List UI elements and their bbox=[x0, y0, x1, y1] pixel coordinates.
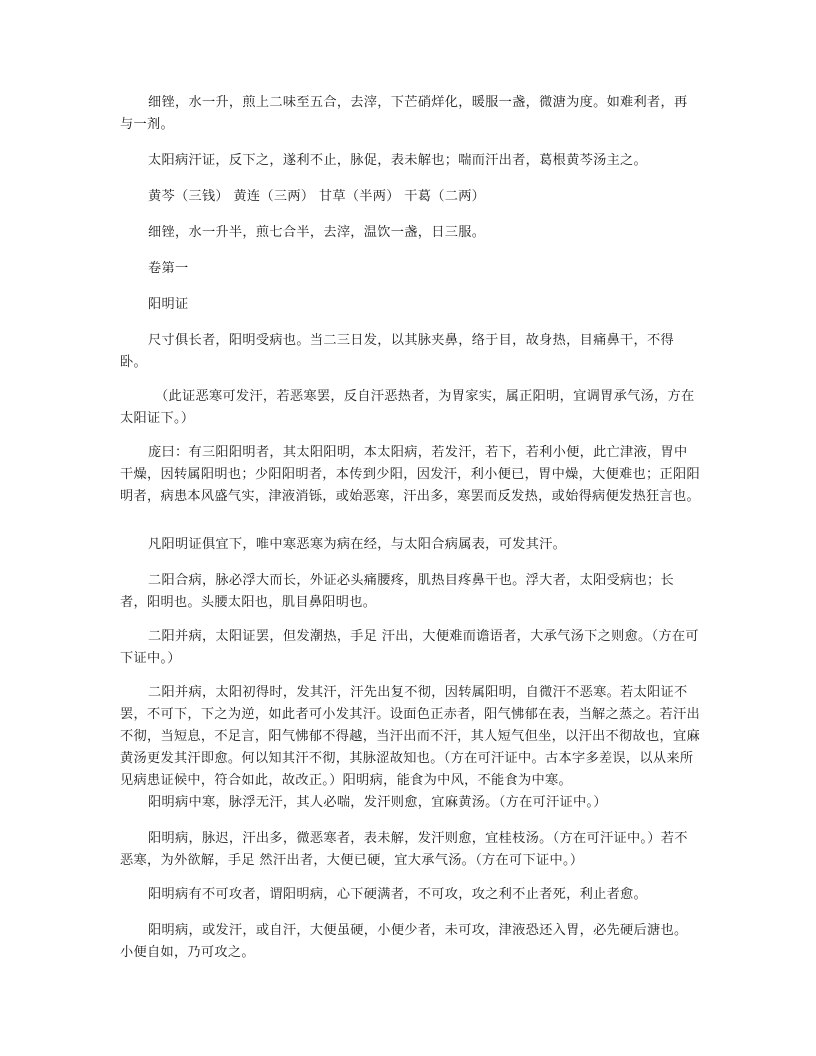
paragraph: 太阳病汗证，反下之，遂利不止，脉促，表未解也；喘而汗出者，葛根黄芩汤主之。 bbox=[148, 153, 648, 168]
paragraph: 尺寸俱长者，阳明受病也。当二三日发，以其脉夹鼻，络于目，故身热，目痛鼻干，不得卧。 bbox=[120, 333, 675, 370]
paragraph: 二阳并病，太阳证罢，但发潮热，手足 汗出，大便难而谵语者，大承气汤下之则愈。（方在可下证中。） bbox=[120, 629, 699, 666]
paragraph: 黄芩（三钱） 黄连（三两） 甘草（半两） 干葛（二两） bbox=[148, 189, 486, 204]
paragraph: 阳明病中寒，脉浮无汗，其人必喘，发汗则愈，宜麻黄汤。（方在可汗证中。） bbox=[148, 795, 607, 810]
section-heading: 阳明证 bbox=[148, 297, 189, 312]
paragraph-note: （此证恶寒可发汗，若恶寒罢，反自汗恶热者，为胃家实，属正阳明，宜调胃承气汤，方在太阳证下。） bbox=[120, 389, 695, 426]
paragraph: 阳明病，或发汗，或自汗，大便虽硬，小便少者，未可攻，津液恐还入胃，必先硬后溏也。小便自如，乃可攻之。 bbox=[120, 923, 688, 960]
paragraph: 二阳并病，太阳初得时，发其汗，汗先出复不彻，因转属阳明，自微汗不恶寒。若太阳证不罢，不可下，下之为逆，如此者可小发其汗。设面色正赤者，阳气怫郁在表，当解之蒸之。若汗出不彻，当短息，不足言，阳气怫郁不得越，当汗出而不汗，其人短气但坐，以汗出不彻故也，宜麻黄汤更发其汗即愈。何以知其汗不彻，其脉涩故知也。（方在可汗证中。古本字多差误，以从来所见病患证候中，符合如此，故改正。）阳明病，能食为中风，不能食为中寒。 bbox=[120, 685, 700, 788]
paragraph: 细锉，水一升半，煎七合半，去滓，温饮一盏，日三服。 bbox=[148, 225, 486, 240]
paragraph: 细锉，水一升，煎上二味至五合，去滓，下芒硝烊化，暖服一盏，微溏为度。如难利者，再与一剂。 bbox=[120, 95, 688, 132]
paragraph: 凡阳明证俱宜下，唯中寒恶寒为病在经，与太阳合病属表，可发其汗。 bbox=[148, 537, 567, 552]
paragraph: 二阳合病，脉必浮大而长，外证必头痛腰疼，肌热目疼鼻干也。浮大者，太阳受病也；长者，阳明也。头腰太阳也，肌目鼻阳明也。 bbox=[120, 573, 675, 610]
paragraph: 阳明病，脉迟，汗出多，微恶寒者，表未解，发汗则愈，宜桂枝汤。（方在可汗证中。）若不恶寒，为外欲解，手足 然汗出者，大便已硬，宜大承气汤。（方在可下证中。） bbox=[120, 831, 688, 868]
paragraph: 庞曰：有三阳阳明者，其太阳阳明，本太阳病，若发汗，若下，若利小便，此亡津液，胃中干燥，因转属阳明也；少阳阳明者，本传到少阳，因发汗，利小便已，胃中燥，大便难也；正阳阳明者，病患本风盛气实，津液消铄，或始恶寒，汗出多，寒罢而反发热，或始得病便发热狂言也。 bbox=[120, 445, 700, 504]
paragraph: 阳明病有不可攻者，谓阳明病，心下硬满者，不可攻，攻之利不止者死，利止者愈。 bbox=[148, 887, 648, 902]
volume-heading: 卷第一 bbox=[148, 261, 189, 276]
